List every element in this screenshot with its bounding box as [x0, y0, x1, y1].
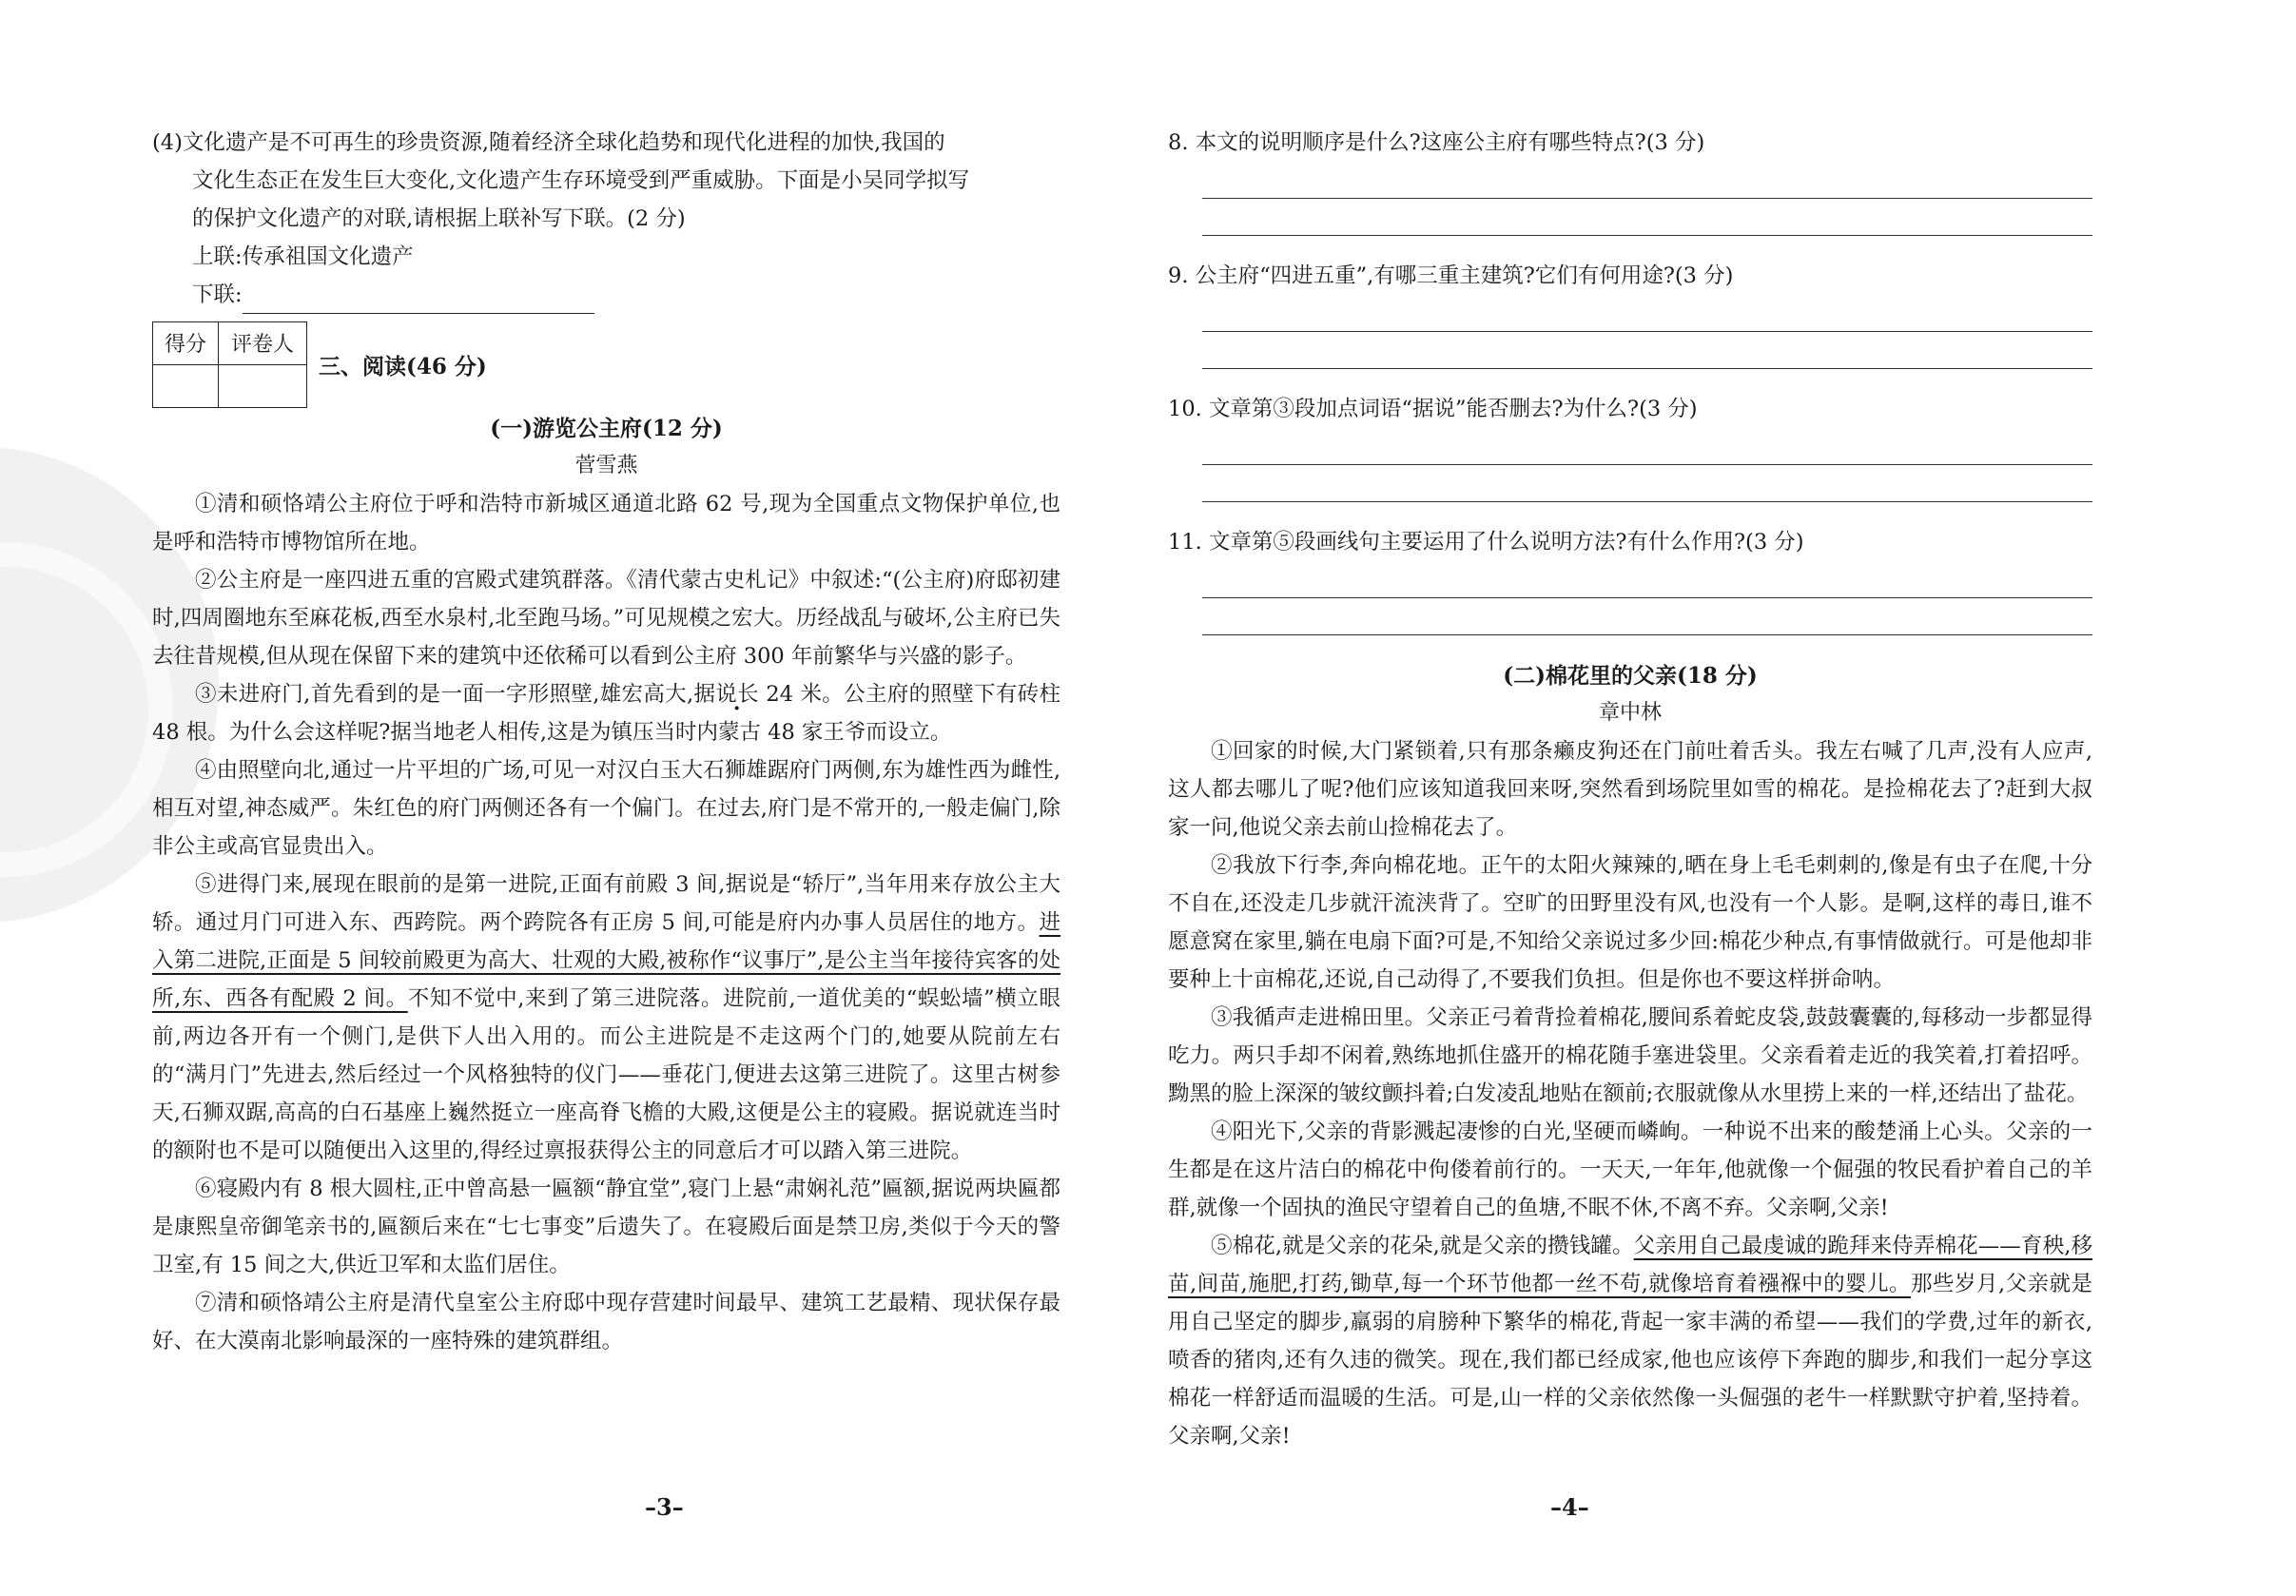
- passage-2-para-1: ①回家的时候,大门紧锁着,只有那条癞皮狗还在门前吐着舌头。我左右喊了几声,没有人应声,这人都去哪儿了呢?他们应该知道我回来呀,突然看到场院里如雪的棉花。是捡棉花去了?赶到大叔家一问,他说父亲去前山捡棉花去了。: [1168, 739, 2092, 840]
- answer-line[interactable]: [1202, 162, 2092, 199]
- section-header: [152, 320, 1060, 409]
- lower-couplet-row: [192, 276, 1060, 314]
- question-10: [1168, 390, 2092, 502]
- upper-couplet: 上联:传承祖国文化遗产: [192, 244, 414, 269]
- question-4: [152, 124, 1060, 314]
- reviewer-label: 评卷人: [219, 321, 307, 364]
- answer-line[interactable]: [1202, 598, 2092, 635]
- passage-1-author: 菅雪燕: [574, 454, 638, 477]
- para-5-text-a: ⑤进得门来,展现在眼前的是第一进院,正面有前殿 3 间,据说是“轿厅”,当年用来存放公主大轿。通过月门可进入东、西跨院。两个跨院各有正房 5 间,可能是府内办事人员居住的地方。: [152, 872, 1060, 935]
- question-11-text: 11. 文章第⑤段画线句主要运用了什么说明方法?有什么作用?(3 分): [1168, 530, 1804, 555]
- passage-2-para-4: ④阳光下,父亲的背影溅起凄惨的白光,坚硬而嶙峋。一种说不出来的酸楚涌上心头。父亲的一生都是在这片洁白的棉花中佝偻着前行的。一天天,一年年,他就像一个倔强的牧民看护着自己的羊群,就像一个固执的渔民守望着自己的鱼塘,不眠不休,不离不弃。父亲啊,父亲!: [1168, 1119, 2092, 1220]
- para-3-text-a: ③未进府门,首先看到的是一面一字形照壁,雄宏高大,: [195, 682, 694, 707]
- page-number-right: –4–: [1550, 1493, 1589, 1521]
- question-11: [1168, 523, 2092, 635]
- lower-couplet-answer-blank[interactable]: [243, 288, 594, 314]
- answer-line[interactable]: [1202, 295, 2092, 332]
- passage-2-title: (二)棉花里的父亲(18 分): [1503, 663, 1758, 689]
- passage-1-para-6: ⑥寝殿内有 8 根大圆柱,正中曾高悬一匾额“静宜堂”,寝门上悬“肃娴礼范”匾额,据说两块匾都是康熙皇帝御笔亲书的,匾额后来在“七七事变”后遗失了。在寝殿后面是禁卫房,类似于今天的警卫室,有 15 间之大,供近卫军和太监们居住。: [152, 1177, 1060, 1277]
- left-page: [152, 124, 1060, 1360]
- answer-line[interactable]: [1202, 332, 2092, 369]
- para-5-text-b: 不知不觉中,来到了第三进院落。进院前,一道优美的“蜈蚣墙”横立眼前,两边各开有一个侧门,是供下人出入用的。而公主进院是不走这两个门的,她要从院前左右的“满月门”先进去,然后经过一个风格独特的仪门——垂花门,便进去这第三进院了。这里古树参天,石狮双踞,高高的白石基座上巍然挺立一座高脊飞檐的大殿,这便是公主的寝殿。据说就连当时的额附也不是可以随便出入这里的,得经过禀报获得公主的同意后才可以踏入第三进院。: [152, 986, 1061, 1163]
- lower-couplet-label: 下联:: [192, 282, 243, 307]
- question-9-text: 9. 公主府“四进五重”,有哪三重主建筑?它们有何用途?(3 分): [1168, 263, 1734, 288]
- score-table: [152, 321, 307, 408]
- passage-2-para-3: ③我循声走进棉田里。父亲正弓着背捡着棉花,腰间系着蛇皮袋,鼓鼓囊囊的,每移动一步都显得吃力。两只手却不闲着,熟练地抓住盛开的棉花随手塞进袋里。父亲看着走近的我笑着,打着招呼。黝黑的脸上深深的皱纹颤抖着;白发凌乱地贴在额前;衣服就像从水里捞上来的一样,还结出了盐花。: [1168, 1005, 2092, 1106]
- right-page: [1168, 124, 2092, 1455]
- question-8-text: 8. 本文的说明顺序是什么?这座公主府有哪些特点?(3 分): [1168, 130, 1705, 155]
- para-3-text-b: 长 24 米。公主府的照壁下有砖柱 48 根。为什么会这样呢?据当地老人相传,这是为镇压当时内蒙古 48 家王爷而设立。: [152, 682, 1060, 745]
- underlined-sentence: 父亲用自己最虔诚的跪拜来侍弄棉花——育秧,移苗,间苗,施肥,打药,锄草,每一个环节他都一丝不苟,就像培育着襁褓中的婴儿。: [1168, 1234, 2092, 1296]
- passage-2-author: 章中林: [1598, 701, 1662, 725]
- section-title: 三、阅读(46 分): [319, 353, 487, 380]
- reviewer-cell[interactable]: [219, 364, 307, 407]
- page-number-left: –3–: [645, 1493, 684, 1521]
- underlined-sentence: 进入第二进院,正面是 5 间较前殿更为高大、壮观的大殿,被称作“议事厅”,是公主当年接待宾客的处所,东、西各有配殿 2 间。: [152, 910, 1060, 1011]
- dotted-word: 据说: [693, 682, 738, 707]
- q4-line-2: 文化生态正在发生巨大变化,文化遗产生存环境受到严重威胁。下面是小吴同学拟写: [192, 168, 970, 193]
- para-5-text-a: ⑤棉花,就是父亲的花朵,就是父亲的攒钱罐。: [1211, 1234, 1634, 1258]
- passage-1-para-1: ①清和硕恪靖公主府位于呼和浩特市新城区通道北路 62 号,现为全国重点文物保护单位,也是呼和浩特市博物馆所在地。: [152, 492, 1060, 555]
- passage-1-para-2: ②公主府是一座四进五重的宫殿式建筑群落。《清代蒙古史札记》中叙述:“(公主府)府邸初建时,四周圈地东至麻花板,西至水泉村,北至跑马场。”可见规模之宏大。历经战乱与破坏,公主府已失去往昔规模,但从现在保留下来的建筑中还依稀可以看到公主府 300 年前繁华与兴盛的影子。: [152, 568, 1060, 669]
- answer-line[interactable]: [1202, 465, 2092, 502]
- answer-line[interactable]: [1202, 428, 2092, 465]
- score-cell[interactable]: [153, 364, 219, 407]
- question-8: [1168, 124, 2092, 236]
- passage-1-para-5: [152, 866, 1060, 1170]
- para-5-text-b: 那些岁月,父亲就是用自己坚定的脚步,羸弱的肩膀种下繁华的棉花,背起一家丰满的希望——我们的学费,过年的新衣,喷香的猪肉,还有久违的微笑。现在,我们都已经成家,他也应该停下奔跑的脚步,和我们一起分享这棉花一样舒适而温暖的生活。可是,山一样的父亲依然像一头倔强的老牛一样默默守护着,坚持着。父亲啊,父亲!: [1168, 1272, 2092, 1449]
- question-10-text: 10. 文章第③段加点词语“据说”能否删去?为什么?(3 分): [1168, 397, 1698, 421]
- passage-1-title: (一)游览公主府(12 分): [490, 416, 723, 441]
- question-9: [1168, 257, 2092, 369]
- passage-1-para-3: [152, 675, 1060, 751]
- passage-2-para-2: ②我放下行李,奔向棉花地。正午的太阳火辣辣的,晒在身上毛毛刺刺的,像是有虫子在爬,十分不自在,还没走几步就汗流浃背了。空旷的田野里没有风,也没有一个人影。是啊,这样的毒日,谁不愿意窝在家里,躺在电扇下面?可是,不知给父亲说过多少回:棉花少种点,有事情做就行。可是他却非要种上十亩棉花,还说,自己动得了,不要我们负担。但是你也不要这样拼命呐。: [1168, 853, 2092, 992]
- q4-line-3: 的保护文化遗产的对联,请根据上联补写下联。(2 分): [192, 206, 686, 231]
- answer-line[interactable]: [1202, 561, 2092, 598]
- passage-1-para-4: ④由照壁向北,通过一片平坦的广场,可见一对汉白玉大石狮雄踞府门两侧,东为雄性西为雌性,相互对望,神态威严。朱红色的府门两侧还各有一个偏门。在过去,府门是不常开的,一般走偏门,除非公主或高官显贵出入。: [152, 758, 1060, 859]
- passage-2-para-5: [1168, 1227, 2092, 1455]
- q4-line-1: (4)文化遗产是不可再生的珍贵资源,随着经济全球化趋势和现代化进程的加快,我国的: [152, 130, 945, 155]
- passage-1-para-7: ⑦清和硕恪靖公主府是清代皇室公主府邸中现存营建时间最早、建筑工艺最精、现状保存最好、在大漠南北影响最深的一座特殊的建筑群组。: [152, 1291, 1060, 1353]
- answer-line[interactable]: [1202, 199, 2092, 236]
- score-label: 得分: [153, 321, 219, 364]
